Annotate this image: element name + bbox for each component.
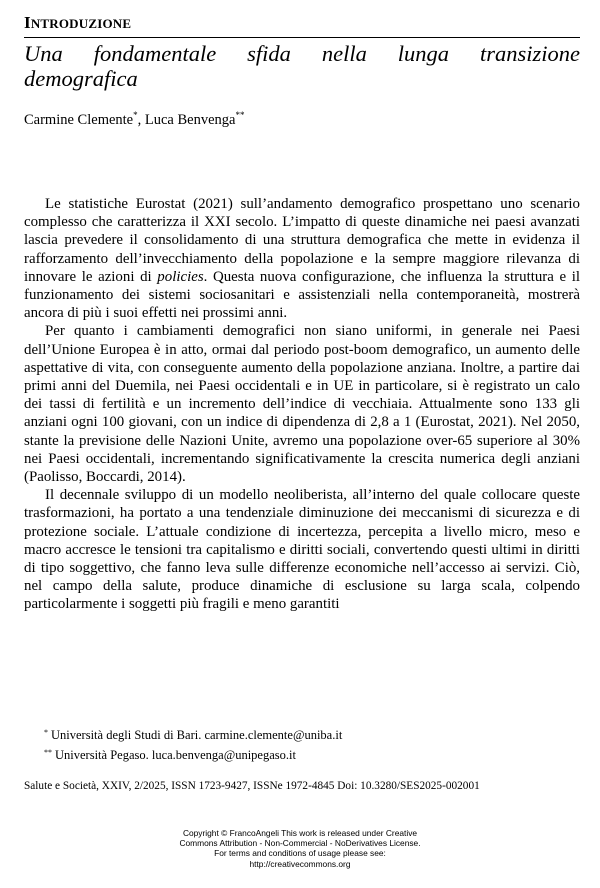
author-separator: , (137, 112, 145, 128)
author-line (24, 111, 580, 129)
body-paragraph: Per quanto i cambiamenti demografici non siano uniformi, in generale nei Paesi dell’Unione Europea è in atto, ormai dal periodo post-boom demografico, un aumento delle aspettative di vita, con conseguente aumento della popolazione anziana. Inoltre, a partire dai primi anni del Duemila, nei Paesi occidentali e in UE in particolare, si è registrato un calo dei tassi di fertilità e un incremento dell’indice di vecchiaia. Attualmente sono 133 gli anziani ogni 100 giovani, con un indice di dipendenza di 2,8 a 1 (Eurostat, 2021). Nel 2050, stante la previsione delle Nazioni Unite, avremo una popolazione over-65 superiore al 30% nei Paesi occidentali, incrementando significativamente la crescita numerica degli anziani (Paolisso, Boccardi, 2014). (24, 323, 580, 486)
footnote-text: Università Pegaso. luca.benvenga@unipegaso.it (55, 748, 296, 762)
paragraph-text: . Questa nuova configurazione, che influenza la struttura e il funzionamento dei sistemi sociosanitari e assistenziali nella contemporaneità, mostrerà ancora di più i suoi effetti nei prossimi anni. (24, 268, 580, 322)
article-title: Una fondamentale sfida nella lunga transizione demografica (24, 41, 580, 91)
section-label-rest: NTRODUZIONE (30, 16, 132, 31)
article-body (24, 195, 580, 614)
footnote-mark: * (44, 728, 48, 737)
footnote-item (44, 724, 580, 744)
footnote-mark: ** (235, 110, 245, 120)
section-label-initial: I (24, 13, 31, 32)
copyright-line: Copyright © FrancoAngeli This work is released under Creative (182, 828, 418, 838)
article-page (24, 12, 580, 614)
title-rule (24, 37, 580, 38)
author-name: Luca Benvenga (144, 112, 236, 128)
italic-term: policies (157, 268, 204, 285)
footnote-mark: * (133, 110, 138, 120)
copyright-line: For terms and conditions of usage please see: (214, 848, 386, 859)
author-name: Carmine Clemente (24, 112, 134, 128)
section-label (24, 12, 580, 35)
copyright-line: Commons Attribution - Non-Commercial - NoDerivatives License. (179, 838, 421, 849)
footnote-text: Università degli Studi di Bari. carmine.clemente@uniba.it (51, 728, 343, 742)
footnotes (24, 724, 580, 764)
footnote-item (44, 744, 580, 764)
body-paragraph: Il decennale sviluppo di un modello neoliberista, all’interno del quale collocare queste trasformazioni, ha portato a una tendenziale diminuzione dei meccanismi di sicurezza e di protezione sociale. L’attuale condizione di incertezza, percepita a livello micro, meso e macro accresce le tensioni tra capitalismo e diritti sociali, convertendo questi ultimi in diritti di tipo soggettivo, che fanno leva sulle differenze economiche nell’accesso ai servizi. Ciò, nel campo della salute, produce dinamiche di esclusione su larga scala, colpendo particolarmente i soggetti più fragili e meno garantiti (24, 487, 580, 613)
footnote-mark: ** (44, 748, 52, 757)
paragraph-text: Le statistiche Eurostat (2021) sull’andamento demografico prospettano uno scenario complesso che caratterizza il XXI secolo. L’impatto di queste dinamiche nei paesi avanzati lascia prevedere il consolidamento di una struttura demografica che mette in evidenza il rafforzamento dell’invecchiamento della popolazione e la sempre maggiore rilevanza di innovare le azioni di (24, 196, 580, 285)
copyright-link: http://creativecommons.org (249, 858, 351, 869)
copyright-notice (100, 828, 500, 869)
journal-citation: Salute e Società, XXIV, 2/2025, ISSN 1723-9427, ISSNe 1972-4845 Doi: 10.3280/SES2025-002001 (24, 780, 480, 792)
body-paragraph (24, 195, 580, 322)
